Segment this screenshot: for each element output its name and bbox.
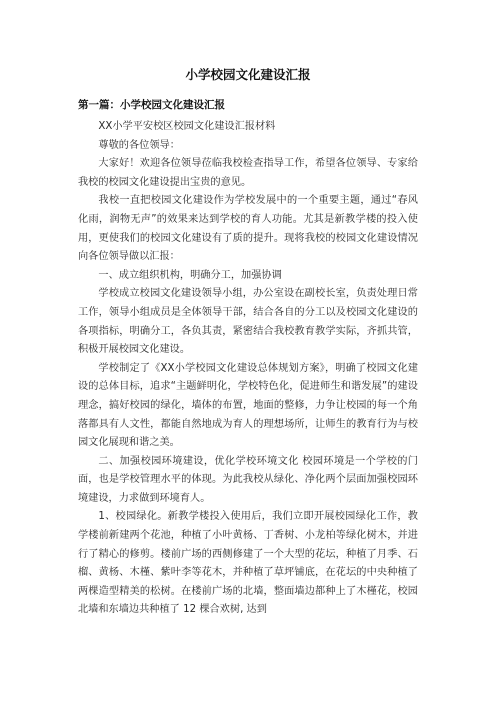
paragraph-1: 大家好！欢迎各位领导莅临我校检查指导工作，希望各位领导、专家给我校的校园文化建设提出宝贵的意见。	[78, 158, 418, 188]
paragraph-6: 1、校园绿化。新教学楼投入使用后，我们立即开展校园绿化工作，教学楼前新建两个花池，种植了小叶黄杨、丁香树、小龙柏等绿化树木，并进行了精心的修剪。楼前广场的西侧修建了一个大型的花坛，种植了月季、石榴、黄杨、木槿、紫叶李等花木，并种植了草坪铺底，在花坛的中央种植了两棵造型精美的松树。在楼前广场的北墙，整面墙边都种上了木槿花，校园北墙和东墙边共种植了 12 棵合欢树, 达到	[78, 511, 418, 616]
paragraph-5: 二、加强校园环境建设，优化学校环境文化 校园环境是一个学校的门面，也是学校管理水平的体现。为此我校从绿化、净化两个层面加强校园环境建设，力求做到环境育人。	[78, 455, 418, 504]
paragraph-4: 学校制定了《XX小学校园文化建设总体规划方案》，明确了校园文化建设的总体目标，追求“主题鲜明化，学校特色化，促进师生和谐发展”的建设理念，搞好校园的绿化，墙体的布置，地面的整修，力争让校园的每一个角落都具有人文性，都能自然地成为育人的理想场所，让师生的教育行为与校园文化展现和谐之美。	[78, 362, 418, 449]
document-title: 小学校园文化建设汇报	[185, 67, 311, 82]
heading-one: 一、成立组织机构，明确分工，加强协调	[98, 269, 282, 281]
document-body	[78, 118, 418, 620]
subtitle-line: XX小学平安校区校园文化建设汇报材料	[98, 121, 276, 132]
paragraph-3: 学校成立校园文化建设领导小组，办公室设在副校长室，负责处理日常工作，领导小组成员是全体领导干部，结合各自的分工以及校园文化建设的各项指标，明确分工，各负其责，紧密结合我校教育教学实际，齐抓共管，积极开展校园文化建设。	[78, 288, 418, 356]
section-heading: 第一篇：小学校园文化建设汇报	[78, 99, 225, 111]
paragraph-2: 我校一直把校园文化建设作为学校发展中的一个重要主题，通过“春风化雨，润物无声”的效果来达到学校的育人功能。尤其是新教学楼的投入使用，更使我们的校园文化建设有了质的提升。现将我校的校园文化建设情况向各位领导做以汇报：	[78, 195, 418, 263]
salutation: 尊敬的各位领导：	[98, 139, 180, 151]
